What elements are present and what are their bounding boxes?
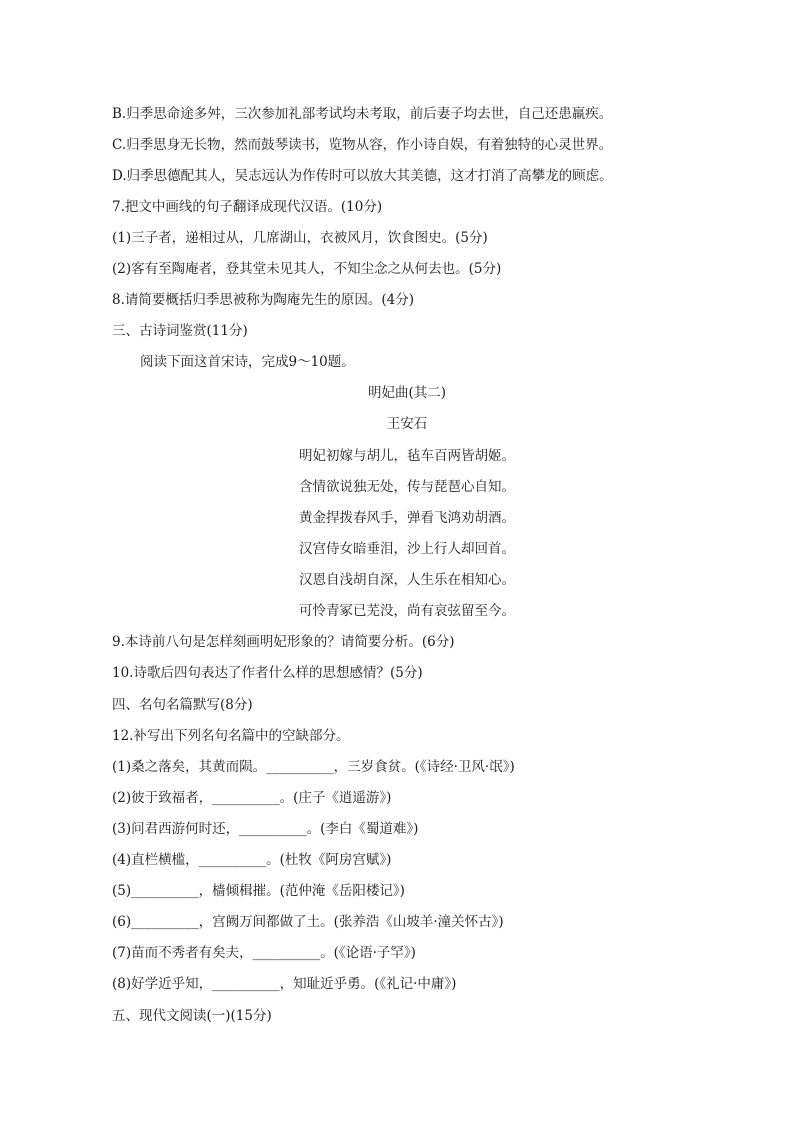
fill-blank-item: (2)彼于致福者，__________。(庄子《逍遥游》) [112,790,392,806]
question-8: 8.请简要概括归季思被称为陶庵先生的原因。(4分) [112,292,415,308]
fill-blank-item: (1)桑之落矣，其黄而陨。__________，三岁食贫。(《诗经·卫风·氓》) [112,759,515,775]
poem-author: 王安石 [386,416,428,432]
option-c: C.归季思身无长物，然而鼓琴读书，览物从容，作小诗自娱，有着独特的心灵世界。 [112,137,613,153]
fill-blank-item: (8)好学近乎知，__________，知耻近乎勇。(《礼记·中庸》) [112,976,457,992]
fill-blank-item: (6)__________，宫阙万间都做了土。(张养浩《山坡羊·潼关怀古》) [112,914,504,930]
question-7-item-2: (2)客有至陶庵者，登其堂未见其人，不知尘念之从何去也。(5分) [112,261,502,277]
question-9: 9.本诗前八句是怎样刻画明妃形象的？请简要分析。(6分) [112,634,455,650]
poem-line: 汉宫侍女暗垂泪，沙上行人却回首。 [299,541,515,557]
question-12-title: 12.补写出下列名句名篇中的空缺部分。 [112,728,350,744]
section-4-heading: 四、名句名篇默写(8分) [112,697,253,713]
poem-line: 汉恩自浅胡自深，人生乐在相知心。 [299,572,515,588]
poem-line: 可怜青冢已芜没，尚有哀弦留至今。 [299,603,515,619]
section-3-heading: 三、古诗词鉴赏(11分) [112,323,248,339]
fill-blank-item: (4)直栏横槛，__________。(杜牧《阿房宫赋》) [112,852,392,868]
option-b: B.归季思命途多舛，三次参加礼部考试均未考取，前后妻子均去世，自己还患羸疾。 [112,106,613,122]
option-d: D.归季思德配其人，吴志远认为作传时可以放大其美德，这才打消了高攀龙的顾虑。 [112,168,613,184]
section-5-heading: 五、现代文阅读(一)(15分) [112,1008,272,1024]
fill-blank-item: (3)问君西游何时还，__________。(李白《蜀道难》) [112,821,419,837]
poem-title: 明妃曲(其二) [367,385,447,401]
poem-line: 含情欲说独无处，传与琵琶心自知。 [299,479,515,495]
question-10: 10.诗歌后四句表达了作者什么样的思想感情？(5分) [112,665,423,681]
section-3-intro: 阅读下面这首宋诗，完成9～10题。 [140,354,355,370]
question-7-item-1: (1)三子者，递相过从，几席湖山，衣被风月，饮食图史。(5分) [112,230,488,246]
poem-line: 明妃初嫁与胡儿，毡车百两皆胡姬。 [299,448,515,464]
poem-line: 黄金捍拨春风手，弹看飞鸿劝胡酒。 [299,510,515,526]
question-7-title: 7.把文中画线的句子翻译成现代汉语。(10分) [112,199,383,215]
fill-blank-item: (5)__________，樯倾楫摧。(范仲淹《岳阳楼记》) [112,883,405,899]
fill-blank-item: (7)苗而不秀者有矣夫，__________。(《论语·子罕》) [112,945,416,961]
